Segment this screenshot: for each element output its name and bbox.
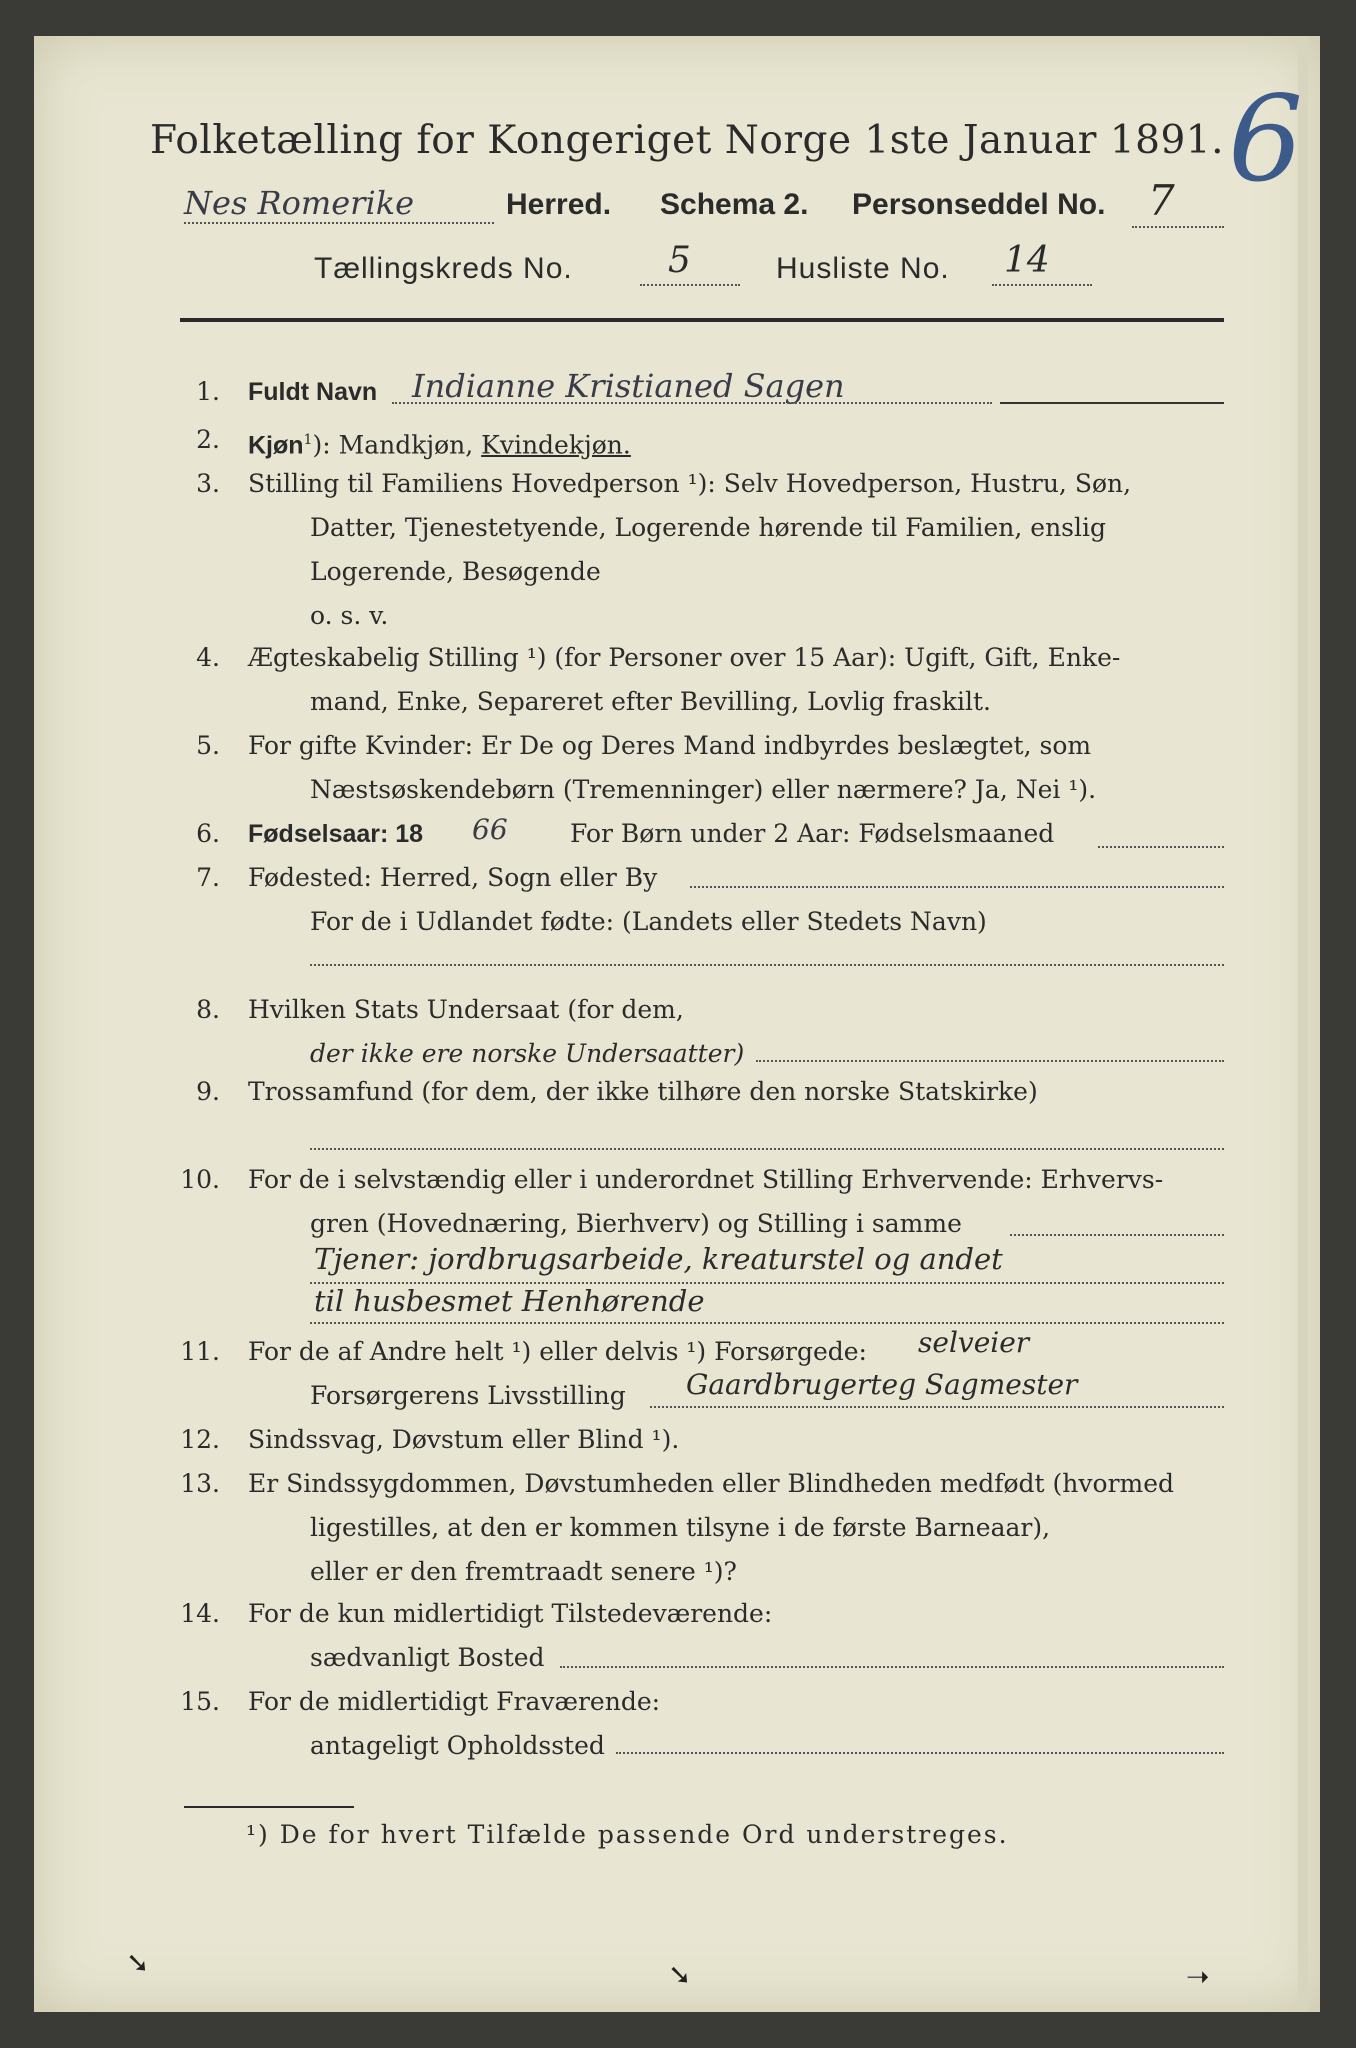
item-line: Datter, Tjenestetyende, Logerende hørende til Familien, enslig <box>310 513 1107 542</box>
nationality-dotted-line <box>756 1060 1224 1062</box>
item-line: antageligt Opholdssted <box>310 1731 605 1760</box>
taellingskreds-label: Tællingskreds No. <box>314 252 573 285</box>
occupation-value-line-2: til husbesmet Henhørende <box>314 1284 705 1318</box>
item-line: o. s. v. <box>310 601 389 630</box>
occupation-dotted-line <box>1010 1234 1224 1236</box>
item-label: Kjøn <box>248 431 304 460</box>
provider-occupation-value: Gaardbrugerteg Sagmester <box>686 1368 1078 1401</box>
kvindekjon-underlined: Kvindekjøn. <box>481 430 631 460</box>
husliste-dotted-line <box>992 284 1092 286</box>
birth-year-value: 66 <box>472 813 508 846</box>
herred-dotted-line <box>184 222 494 224</box>
item-number: 13. <box>180 1469 220 1498</box>
personseddel-dotted-line <box>1132 226 1224 228</box>
item-3 <box>160 462 1240 638</box>
item-line: Ægteskabelig Stilling ¹) (for Personer over 15 Aar): Ugift, Gift, Enke- <box>248 643 1121 672</box>
birthplace-foreign-dotted-line <box>310 964 1224 966</box>
bottom-mark-center: ➘ <box>668 1958 692 1991</box>
item-number: 15. <box>180 1687 220 1716</box>
item-line: Fødested: Herred, Sogn eller By <box>248 863 658 892</box>
item-line: Logerende, Besøgende <box>310 557 601 586</box>
item-line: mand, Enke, Separeret efter Bevilling, Lovlig fraskilt. <box>310 687 991 716</box>
personseddel-label: Personseddel No. <box>852 188 1106 221</box>
provider-dotted-line <box>650 1406 1224 1408</box>
religion-dotted-line <box>310 1148 1224 1150</box>
abode-dotted-line <box>616 1752 1224 1754</box>
item-line: Forsørgerens Livsstilling <box>310 1381 626 1410</box>
item-4 <box>160 636 1240 724</box>
item-line: For de i Udlandet fødte: (Landets eller Stedets Navn) <box>310 907 987 936</box>
item-line: gren (Hovednæring, Bierhverv) og Stilling i samme <box>310 1209 962 1238</box>
taellingskreds-dotted-line <box>640 284 740 286</box>
item-line: Stilling til Familiens Hovedperson ¹): Selv Hovedperson, Hustru, Søn, <box>248 469 1132 498</box>
item-line: eller er den fremtraadt senere ¹)? <box>310 1557 737 1586</box>
item-number: 5. <box>196 731 220 760</box>
form-title: Folketælling for Kongeriget Norge 1ste Januar 1891. <box>150 118 1224 163</box>
birth-month-dotted-line <box>1098 846 1224 848</box>
item-number: 10. <box>180 1165 220 1194</box>
item-line: For de kun midlertidigt Tilstedeværende: <box>248 1599 773 1628</box>
supported-value: selveier <box>918 1326 1030 1359</box>
item-10 <box>160 1158 1240 1246</box>
item-number: 12. <box>180 1425 220 1454</box>
bottom-mark-right: ➝ <box>1186 1960 1210 1993</box>
full-name-line <box>1000 402 1224 404</box>
item-8 <box>160 988 1240 1076</box>
item-number: 2. <box>196 425 220 454</box>
item-text: ): Mandkjøn, <box>312 430 482 460</box>
item-line: sædvanligt Bosted <box>310 1643 545 1672</box>
item-line: ligestilles, at den er kommen tilsyne i de første Barneaar), <box>310 1513 1051 1542</box>
item-number: 3. <box>196 469 220 498</box>
item-13 <box>160 1462 1240 1594</box>
item-2 <box>160 418 1240 462</box>
footnote: ¹) De for hvert Tilfælde passende Ord understreges. <box>246 1820 1009 1849</box>
personseddel-value: 7 <box>1148 176 1175 225</box>
item-line: For gifte Kvinder: Er De og Deres Mand indbyrdes beslægtet, som <box>248 731 1092 760</box>
item-number: 11. <box>180 1337 220 1366</box>
item-2-text: Kjøn$^1$): Mandkjøn, Kvindekjøn. <box>248 430 631 460</box>
taellingskreds-value: 5 <box>668 240 691 281</box>
item-number: 9. <box>196 1077 220 1106</box>
herred-row <box>184 184 414 222</box>
item-line: Hvilken Stats Undersaat (for dem, <box>248 995 684 1024</box>
item-number: 7. <box>196 863 220 892</box>
full-name-dotted-line <box>392 402 992 404</box>
corner-page-number: 6 <box>1228 70 1304 208</box>
item-number: 1. <box>196 377 220 406</box>
item-label: Fuldt Navn <box>248 378 378 406</box>
item-number: 8. <box>196 995 220 1024</box>
item-15 <box>160 1680 1240 1768</box>
herred-value: Nes Romerike <box>184 184 415 222</box>
item-1 <box>160 367 1240 414</box>
item-line: Sindssvag, Døvstum eller Blind ¹). <box>248 1425 680 1454</box>
item-9 <box>160 1070 1240 1114</box>
item-line: Trossamfund (for dem, der ikke tilhøre den norske Statskirke) <box>248 1077 1038 1106</box>
item-number: 14. <box>180 1599 220 1628</box>
occupation-value-line-1: Tjener: jordbrugsarbeide, kreaturstel og andet <box>314 1242 1003 1276</box>
residence-dotted-line <box>560 1666 1224 1668</box>
schema-label: Schema 2. <box>660 188 809 221</box>
item-line: For de midlertidigt Fraværende: <box>248 1687 661 1716</box>
item-line: For Børn under 2 Aar: Fødselsmaaned <box>570 819 1055 848</box>
item-line: For de i selvstændig eller i underordnet Stilling Erhvervende: Erhvervs- <box>248 1165 1164 1194</box>
item-number: 6. <box>196 819 220 848</box>
item-12 <box>160 1418 1240 1462</box>
bottom-mark-left: ➘ <box>126 1946 150 1979</box>
page-edge <box>1298 36 1308 2012</box>
item-line: For de af Andre helt ¹) eller delvis ¹) Forsørgede: <box>248 1337 867 1366</box>
item-line: der ikke ere norske Undersaatter) <box>310 1039 745 1068</box>
item-7 <box>160 856 1240 944</box>
footnote-rule <box>184 1806 354 1808</box>
husliste-label: Husliste No. <box>776 252 950 285</box>
birthplace-dotted-line <box>690 886 1224 888</box>
item-number: 4. <box>196 643 220 672</box>
item-5 <box>160 724 1240 812</box>
herred-label: Herred. <box>506 188 612 221</box>
full-name-value: Indianne Kristianed Sagen <box>412 367 845 405</box>
item-6 <box>160 812 1240 856</box>
husliste-value: 14 <box>1004 240 1050 281</box>
item-label: Fødselsaar: 18 <box>248 820 424 848</box>
occupation-dotted-line-3 <box>310 1322 1224 1324</box>
item-line: Næstsøskendebørn (Tremenninger) eller nærmere? Ja, Nei ¹). <box>310 775 1097 804</box>
header-rule <box>180 318 1224 322</box>
item-line: Er Sindssygdommen, Døvstumheden eller Blindheden medfødt (hvormed <box>248 1469 1175 1498</box>
